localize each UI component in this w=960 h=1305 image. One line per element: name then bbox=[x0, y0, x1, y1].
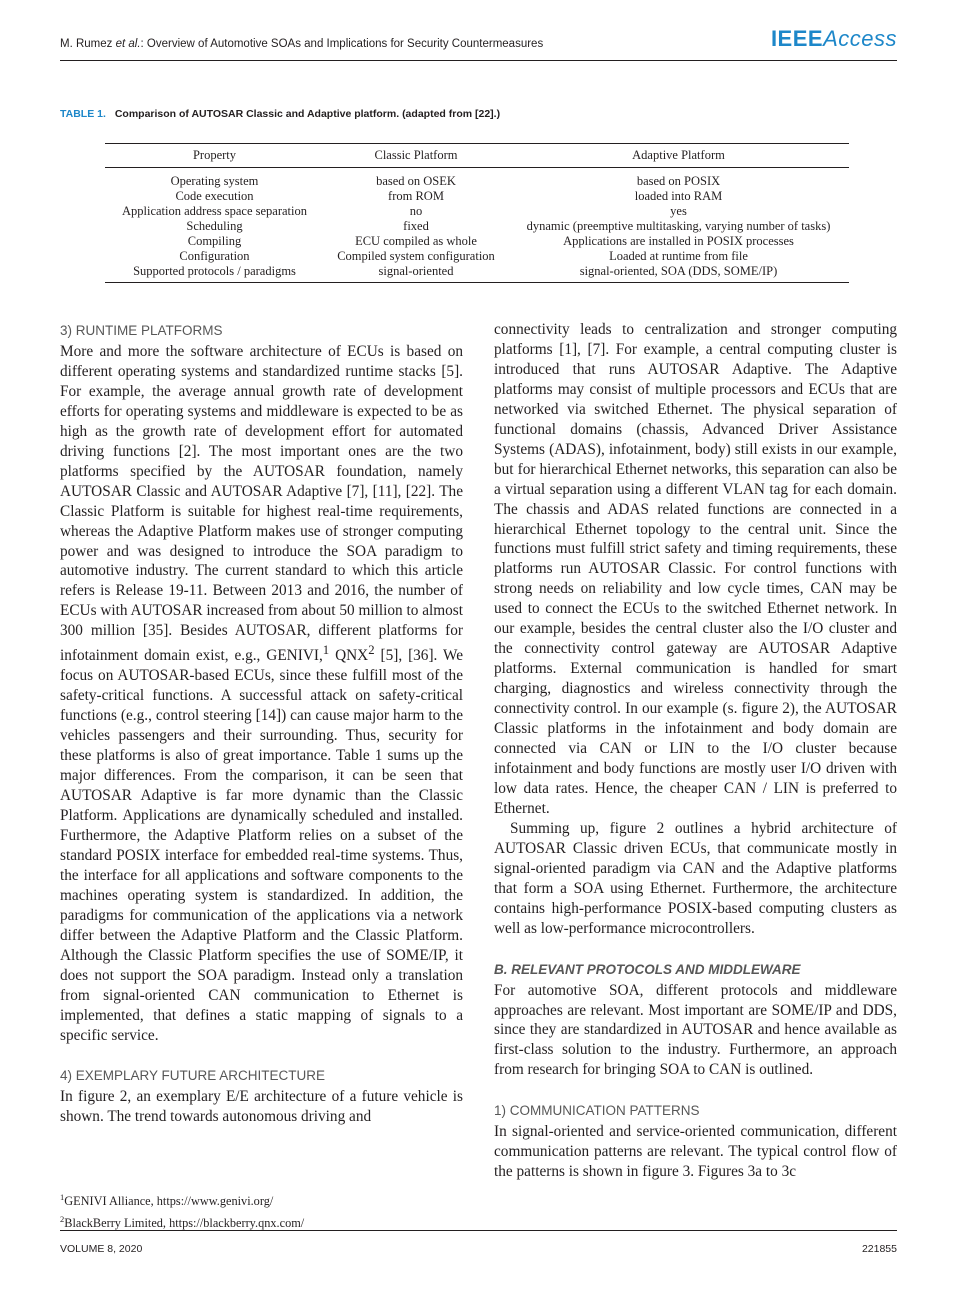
header-rule bbox=[60, 60, 897, 61]
table-cell: Application address space separation bbox=[121, 204, 307, 218]
table-header-cell: Classic Platform bbox=[374, 148, 458, 162]
heading-protocols-middleware: B. RELEVANT PROTOCOLS AND MIDDLEWARE bbox=[494, 961, 801, 977]
table-header-cell: Adaptive Platform bbox=[632, 148, 725, 162]
footnotes bbox=[60, 1188, 304, 1232]
table-cell: loaded into RAM bbox=[634, 189, 723, 203]
table-cell: yes bbox=[670, 204, 687, 218]
table-label: TABLE 1. bbox=[60, 108, 106, 120]
table-cell: Operating system bbox=[170, 174, 259, 188]
footer-rule bbox=[60, 1230, 897, 1231]
running-head: M. Rumez et al.: Overview of Automotive SOAs and Implications for Security Countermeasures bbox=[60, 38, 544, 50]
table-header-cell: Property bbox=[192, 148, 237, 162]
table-cell: signal-oriented, SOA (DDS, SOME/IP) bbox=[579, 264, 778, 278]
summary-paragraph: Summing up, figure 2 outlines a hybrid architecture of AUTOSAR Classic driven ECUs, that communicate mostly in signal-oriented paradigm via CAN and the Adaptive platforms that form a SOA using Ethernet. Furthermore, the architecture contains high-performance POSIX-based computing clusters as well as low-performance microcontrollers. bbox=[494, 819, 897, 937]
table-cell: Loaded at runtime from file bbox=[609, 249, 748, 263]
table-cell: dynamic (preemptive multitasking, varying number of tasks) bbox=[526, 219, 831, 233]
comparison-table bbox=[105, 143, 849, 283]
ieee-access-logo bbox=[771, 26, 897, 52]
table-cell: signal-oriented bbox=[378, 264, 454, 278]
table-cell: Scheduling bbox=[186, 219, 243, 233]
runtime-paragraph: More and more the software architecture of ECUs is based on different operating systems and standardized runtime stacks [5]. For example, the average annual growth rate of development efforts for operating systems and middleware is expected to be as high as the growth rate of development effort for automated driving functions [2]. The most important ones are the two platforms specified by the AUTOSAR foundation, namely AUTOSAR Classic and AUTOSAR Adaptive [7], [11], [22]. The Classic Platform is suitable for highest real-time requirements, whereas the Adaptive Platform makes use of stronger computing power and was designed to introduce the SOA paradigm to automotive industry. The current standard to which this article refers is Release 19-11. Between 2013 and 2016, the number of ECUs with AUTOSAR increased from about 50 million to almost 300 million [35]. Besides AUTOSAR, different platforms for infotainment domain exist, e.g., GENIVI,$^1$ QNX$^2$ [5], [36]. We focus on AUTOSAR-based ECUs, since these fulfill most of the safety-critical functions. A successful attack on safety-critical functions (e.g., control steering [14]) can cause major harm to the vehicles passengers and their surrounding. Thus, security for these platforms is also of great importance. Table 1 sums up the major differences. From the comparison, it can be seen that AUTOSAR Adaptive is far more dynamic than the Classic Platform. Applications are dynamically scheduled and installed. Furthermore, the Adaptive Platform relies on a subset of the standard POSIX interface for embedded real-time systems. Thus, the interface for all applications and software components to the machines operating system is standardized. In addition, the paradigms for communication of the applications via a network differ between the Adaptive Platform and the Classic Platform. Although the Classic Platform specifies the use of SOME/IP, it does not support the SOA paradigm. Instead only a translation from signal-oriented CAN communication to Ethernet is implemented, that defines a static mapping of signals to a specific service. bbox=[60, 343, 464, 1044]
footnote-mark[interactable]: 2 bbox=[368, 643, 375, 658]
future-paragraph: In figure 2, an exemplary E/E architecture of a future vehicle is shown. The trend towards autonomous driving and bbox=[60, 1088, 463, 1126]
footnote-item: $^1$GENIVI Alliance, https://www.genivi.org/ bbox=[60, 1192, 274, 1209]
table-cell: Compiling bbox=[187, 234, 242, 248]
volume-label: VOLUME 8, 2020 bbox=[60, 1243, 143, 1255]
heading-runtime-platforms: 3) RUNTIME PLATFORMS bbox=[60, 323, 223, 338]
table-caption-text: Comparison of AUTOSAR Classic and Adaptive platform. (adapted from [22].) bbox=[114, 108, 501, 120]
right-column bbox=[494, 320, 897, 1182]
logo-ieee-text: IEEE bbox=[770, 26, 824, 51]
table-row bbox=[105, 168, 849, 190]
footnote-item: $^2$BlackBerry Limited, https://blackberry.qnx.com/ bbox=[60, 1214, 305, 1231]
protocols-paragraph: For automotive SOA, different protocols and middleware approaches are relevant. Most important are SOME/IP and DDS, since they are standardized in AUTOSAR and hence available as first-class solution to the industry. Furthermore, an approach from research for bringing SOA to CAN is outlined. bbox=[494, 981, 897, 1079]
patterns-paragraph: In signal-oriented and service-oriented communication, different communication patterns are relevant. The typical control flow of the patterns is shown in figure 3. Figures 3a to 3c bbox=[494, 1123, 897, 1181]
heading-future-architecture: 4) EXEMPLARY FUTURE ARCHITECTURE bbox=[60, 1068, 326, 1084]
table-row bbox=[105, 264, 849, 283]
footnote-mark[interactable]: 1 bbox=[322, 643, 330, 658]
left-column bbox=[60, 320, 463, 1127]
table-cell: ECU compiled as whole bbox=[355, 234, 477, 248]
table-cell: fixed bbox=[403, 219, 429, 233]
table-cell: based on OSEK bbox=[376, 174, 456, 188]
table-cell: Applications are installed in POSIX processes bbox=[563, 234, 794, 248]
page-number: 221855 bbox=[861, 1243, 897, 1255]
table-row bbox=[105, 234, 849, 249]
table-header-row bbox=[105, 144, 849, 168]
table-cell: Compiled system configuration bbox=[337, 249, 495, 263]
logo-access-text: Access bbox=[823, 26, 897, 51]
table-cell: Code execution bbox=[175, 189, 254, 203]
table-cell: Supported protocols / paradigms bbox=[133, 264, 296, 278]
table-row bbox=[105, 204, 849, 219]
heading-communication-patterns: 1) COMMUNICATION PATTERNS bbox=[494, 1103, 700, 1119]
table-row bbox=[105, 219, 849, 234]
table-row bbox=[105, 189, 849, 204]
table-cell: Configuration bbox=[179, 249, 250, 263]
table-cell: no bbox=[409, 204, 423, 218]
table-caption bbox=[60, 108, 500, 120]
table-cell: from ROM bbox=[388, 189, 444, 203]
table-row bbox=[105, 249, 849, 264]
architecture-paragraph: connectivity leads to centralization and stronger computing platforms [1], [7]. For example, a central computing cluster is introduced that runs AUTOSAR Adaptive. The Adaptive platforms may consist of multiple processors and ECUs that are networked via switched Ethernet. The physical separation of functional domains (chassis, Advanced Driver Assistance Systems (ADAS), infotainment, body) still exists in our example, but for hierarchical Ethernet networks, this separation can also be a virtual separation using a different VLAN tag for each domain. The chassis and ADAS related functions are connected in a hierarchical Ethernet topology to the central unit. Since the functions must fulfill strict safety and timing requirements, these platforms run AUTOSAR Classic. For control functions with strong needs on reliability and low cycle times, CAN may be used to connect the ECUs to the switched Ethernet network. In our example, besides the central cluster also the I/O cluster and the connectivity control gateway are AUTOSAR Adaptive platforms. External communication is handled for smart charging, diagnostics and wireless connectivity through the connectivity control. In our example (s. figure 2), the AUTOSAR Classic platforms in the infotainment and body domain are connected via CAN or LIN to the I/O cluster because infotainment and body functions are mostly user I/O driven with low data rates. Hence, the cheaper CAN / LIN is preferred to Ethernet. bbox=[494, 321, 897, 817]
table-cell: based on POSIX bbox=[636, 174, 721, 188]
